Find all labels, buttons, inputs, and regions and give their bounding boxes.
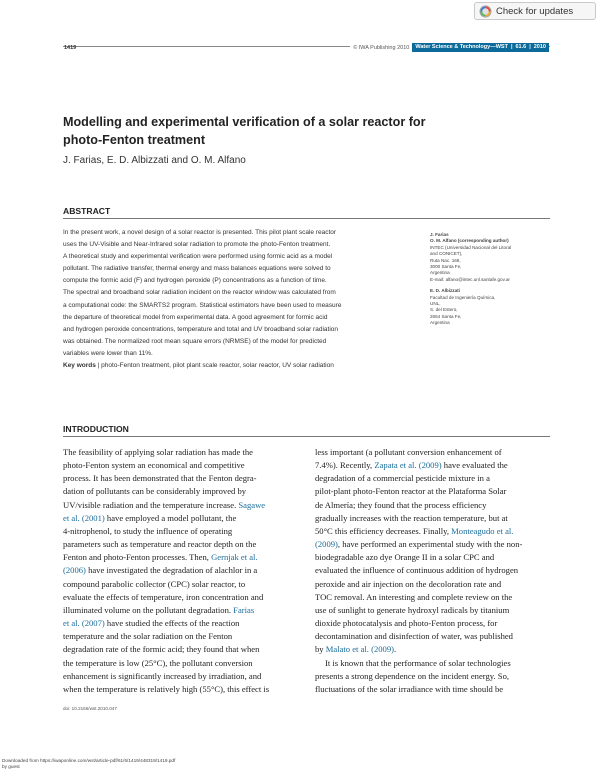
- intro-line: Fenton and photo-Fenton processes. Then, Gernjak et al.: [63, 552, 258, 563]
- intro-line: temperature and the solar radiation on the Fenton: [63, 631, 233, 642]
- intro-line: It is known that the performance of solar technologies: [325, 657, 511, 668]
- intro-line: pilot-plant photo-Fenton reactor at the Plataforma Solar: [315, 486, 507, 497]
- abstract-heading: ABSTRACT: [63, 206, 111, 216]
- intro-line: less important (a pollutant conversion enhancement of: [315, 447, 502, 457]
- intro-line: fluctuations of the solar irradiance with time should be: [315, 683, 504, 694]
- intro-line: UV/visible radiation and the temperature increase. Sagawe: [63, 499, 266, 510]
- intro-line: when the temperature is relatively high (55°C), this effect is: [63, 683, 270, 694]
- affiliation-line: UNL,: [430, 301, 441, 307]
- affiliations: [430, 232, 555, 332]
- affiliation-author: E. D. Albizzati: [430, 288, 460, 294]
- affiliation-author: J. Farias: [430, 232, 449, 237]
- citation-link[interactable]: Malato et al. (2009): [325, 644, 395, 655]
- citation-link[interactable]: Zapata et al. (2009): [374, 460, 442, 471]
- affiliation-line: S. del Estero,: [430, 307, 458, 313]
- abstract-line: pollutant. The radiative transfer, thermal energy and mass balances equations were solved to: [63, 265, 331, 273]
- affiliation-line: 2654 Santa Fe,: [430, 313, 462, 319]
- citation-link[interactable]: Sagawe: [238, 499, 266, 510]
- affiliation-line: 3000 Santa Fe,: [430, 264, 462, 270]
- intro-line: The feasibility of applying solar radiation has made the: [63, 447, 253, 457]
- keywords-label: Key words: [63, 362, 96, 370]
- affiliation-line: Argentina: [430, 320, 450, 326]
- intro-line: evaluated the influence of continuous addition of hydrogen: [315, 565, 519, 576]
- citation-link[interactable]: (2009): [315, 539, 338, 550]
- abstract-line: compute the formic acid (F) and hydrogen peroxide (P) concentrations as a function of time.: [63, 277, 327, 285]
- doi: doi: 10.2166/wst.2010.047: [63, 706, 117, 711]
- intro-line: peroxide and air injection on the decoloration rate and: [315, 578, 502, 589]
- abstract-line: variables were lower than 11%.: [63, 349, 153, 357]
- article-authors: J. Farias, E. D. Albizzati and O. M. Alfano: [63, 155, 246, 166]
- intro-line: compound parabolic collector (CPC) solar reactor, to: [63, 578, 246, 589]
- intro-line: (2009), have performed an experimental study with the non-: [315, 539, 523, 550]
- intro-line: process. It has been demonstrated that the Fenton degra-: [63, 473, 257, 484]
- abstract-line: A theoretical study and experimental verification were performed using formic acid as a model: [63, 253, 333, 261]
- intro-line: parameters such as temperature and reactor depth on the: [63, 539, 257, 550]
- intro-line: the temperature is low (25°C), the pollutant conversion: [63, 657, 253, 668]
- intro-line: gradually increases with the reaction temperature, but at: [315, 512, 508, 523]
- intro-line: use of sunlight to generate hydroxyl radicals by titanium: [315, 604, 510, 615]
- intro-line: degradation of a commercial pesticide mixture in a: [315, 473, 490, 484]
- intro-left-column: [63, 446, 300, 696]
- intro-line: (2006) have investigated the degradation of alachlor in a: [63, 565, 258, 576]
- affiliation-line: and CONICET),: [430, 251, 463, 257]
- affiliation-line: Ruta Nac. 168,: [430, 257, 461, 263]
- citation-link[interactable]: et al. (2007): [63, 618, 105, 629]
- affiliation-line: Facultad de Ingeniería Química,: [430, 294, 496, 300]
- affiliation-line: E-mail: alfano@intec.unl.santafe.gov.ar: [430, 276, 510, 282]
- download-footer: [2, 758, 175, 770]
- check-updates-icon: [479, 5, 492, 18]
- keywords: [63, 360, 423, 372]
- intro-line: et al. (2001) have employed a model pollutant, the: [63, 512, 237, 523]
- intro-line: 50°C this efficiency decreases. Finally, Monteagudo et al.: [315, 525, 514, 536]
- journal-name: Water Science & Technology—WST: [415, 44, 508, 50]
- citation-link[interactable]: Monteagudo et al.: [451, 525, 514, 536]
- intro-line: 4-nitrophenol, to study the influence of operating: [63, 525, 233, 536]
- page-number: 1419: [64, 45, 77, 51]
- abstract-line: the departure of theoretical model from experimental data. A good agreement for formic acid: [63, 313, 328, 321]
- citation-link[interactable]: Farias: [233, 604, 255, 615]
- abstract-line: The spectral and broadband solar radiation incident on the reactor window was calculated from: [63, 289, 336, 297]
- intro-line: 7.4%). Recently, Zapata et al. (2009) have evaluated the: [315, 460, 508, 471]
- intro-line: enhancement is significantly increased by irradiation, and: [63, 670, 262, 681]
- intro-line: TOC removal. An interesting and complete review on the: [315, 591, 513, 602]
- keywords-list: | photo-Fenton treatment, pilot plant scale reactor, solar reactor, UV solar radiation: [95, 362, 334, 370]
- footer-line-1: Downloaded from https://iwaponline.com/wst/article-pdf/61/6/1419/448319/1419.pdf: [2, 758, 176, 763]
- intro-line: illuminated volume on the pollutant degradation. Farias: [63, 604, 255, 615]
- check-for-updates-button[interactable]: [474, 2, 596, 20]
- citation-link[interactable]: et al. (2001): [63, 512, 105, 523]
- affiliation-author: O. M. Alfano (corresponding author): [430, 238, 509, 244]
- abstract-line: was obtained. The normalized root mean square errors (NRMSE) of the model for predicted: [63, 337, 327, 345]
- abstract-line: In the present work, a novel design of a solar reactor is presented. This pilot plant scale reactor: [63, 229, 337, 236]
- intro-line: dation of pollutants can be considerably improved by: [63, 486, 247, 497]
- abstract-line: uses the UV-Visible and Near-Infrared solar radiation to promote the photo-Fenton treatment.: [63, 241, 331, 249]
- check-updates-label: Check for updates: [496, 5, 574, 17]
- introduction-heading: INTRODUCTION: [63, 424, 129, 434]
- intro-line: evaluate the effects of temperature, iron concentration and: [63, 591, 264, 602]
- intro-line: et al. (2007) have studied the effects of the reaction: [63, 618, 240, 629]
- intro-right-column: [315, 446, 552, 696]
- intro-line: biodegradable azo dye Orange II in a solar CPC and: [315, 552, 495, 563]
- intro-line: degradation rate of the formic acid; they found that when: [63, 644, 260, 655]
- intro-line: by Malato et al. (2009).: [315, 644, 397, 655]
- affiliation-line: INTEC (Universidad Nacional del Litoral: [430, 244, 512, 250]
- article-title: Modelling and experimental verification of a solar reactor for photo-Fenton treatment: [63, 115, 426, 147]
- introduction-rule: [63, 436, 550, 437]
- intro-line: presents a strong dependence on the incident energy. So,: [315, 670, 510, 681]
- publisher: © IWA Publishing 2010: [350, 45, 412, 51]
- abstract-line: a computational code: the SMARTS2 program. Statistical estimators have been used to measure: [63, 301, 342, 309]
- abstract-line: and hydrogen peroxide concentrations, temperature and total and UV broadband solar radiation: [63, 325, 338, 333]
- citation-link[interactable]: (2006): [63, 565, 86, 576]
- abstract-rule: [63, 218, 550, 219]
- citation-link[interactable]: Gernjak et al.: [211, 552, 258, 563]
- intro-line: photo-Fenton system an economical and competitive: [63, 460, 245, 471]
- journal-band: Water Science & Technology—WST | 61.6 | 2010: [412, 43, 549, 52]
- affiliation-block: [430, 232, 555, 283]
- intro-line: dioxide photocatalysis and photo-Fenton process, for: [315, 618, 498, 629]
- footer-line-2: by guest: [2, 764, 20, 769]
- affiliation-block: [430, 288, 555, 326]
- running-header: [350, 43, 549, 52]
- intro-line: decontamination and disinfection of water, was published: [315, 631, 513, 642]
- journal-year: 2010: [533, 44, 546, 50]
- journal-volume: 61.6: [515, 44, 527, 50]
- intro-line: de Almería; they found that the process efficiency: [315, 499, 487, 510]
- affiliation-line: Argentina: [430, 270, 450, 276]
- abstract-body: [63, 227, 423, 372]
